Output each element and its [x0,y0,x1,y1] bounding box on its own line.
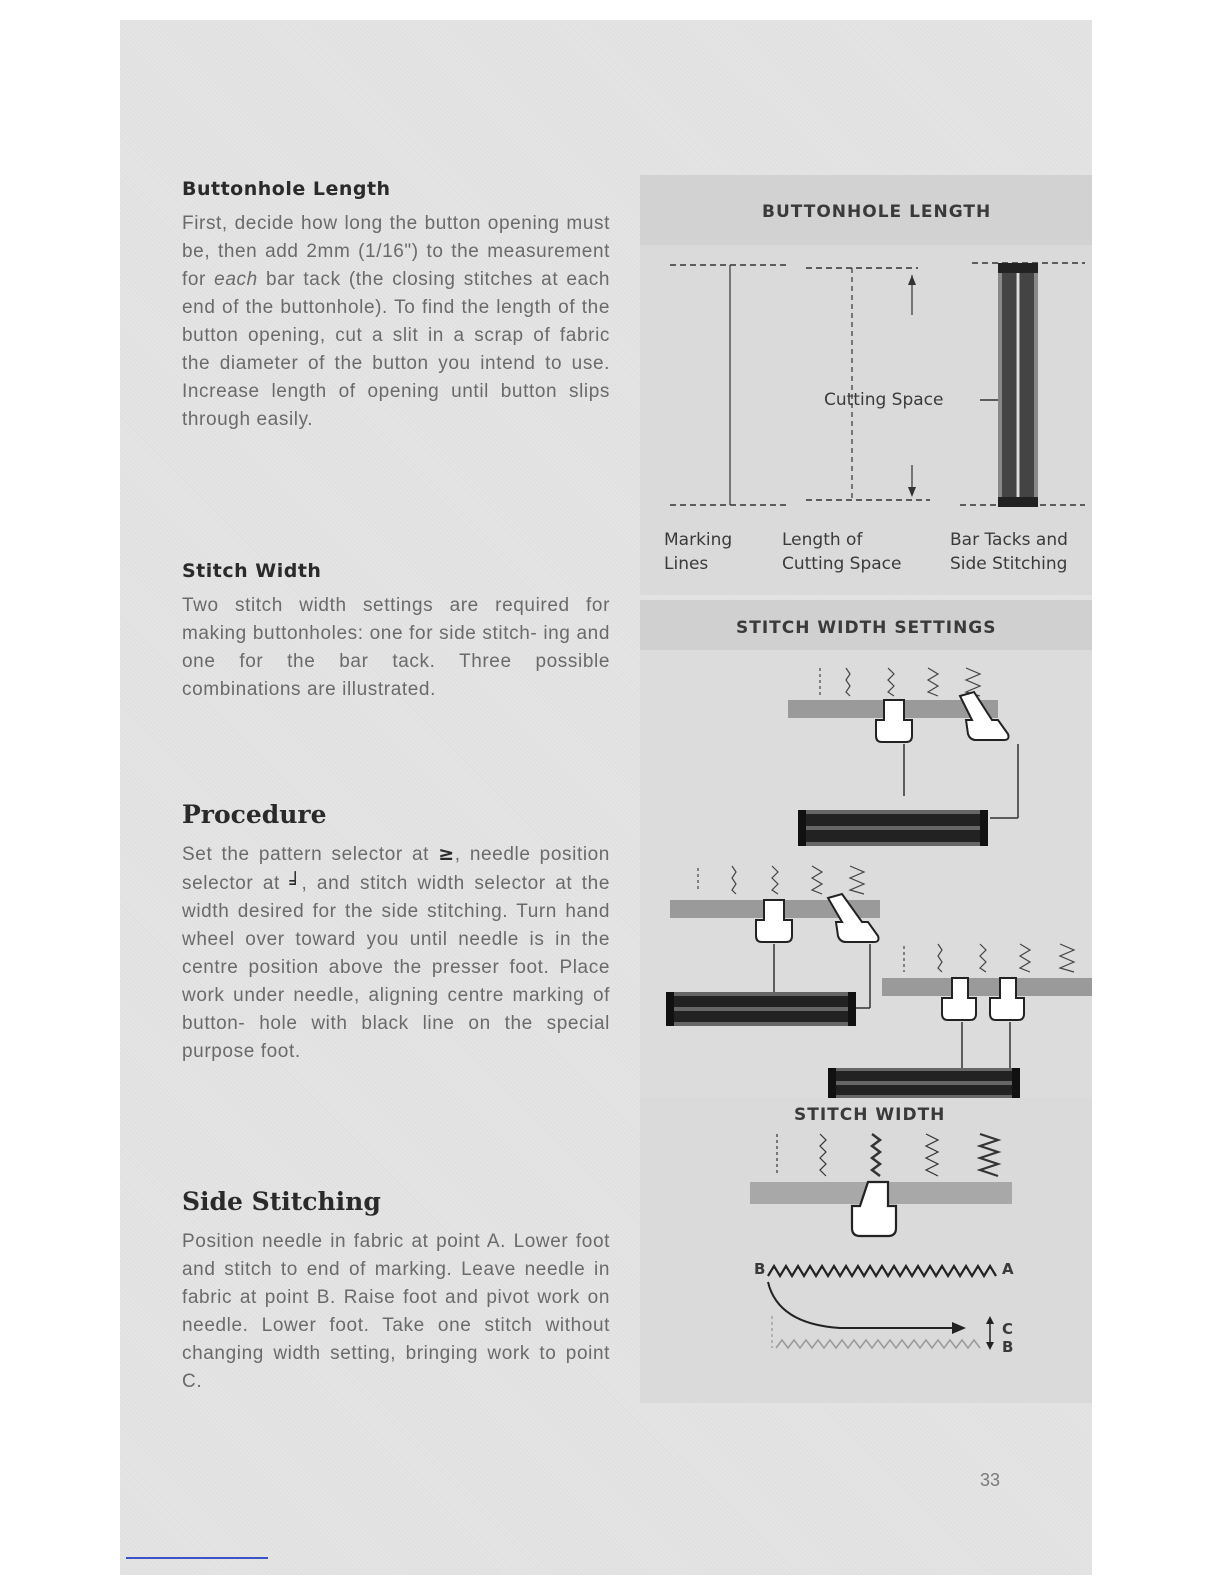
figure-title-buttonhole-length: BUTTONHOLE LENGTH [762,202,992,222]
buttonhole-length-title: Buttonhole Length [182,178,391,200]
label-lines: Lines [664,554,709,574]
label-cutting-space: Cutting Space [782,554,902,574]
point-b-label: B [754,1260,766,1278]
figure-title-stitch-width-settings: STITCH WIDTH SETTINGS [736,618,997,638]
point-a-label: A [1002,1260,1014,1278]
stitch-width-title: Stitch Width [182,560,322,582]
side-stitching-title: Side Stitching [182,1187,381,1216]
label-bar-tacks: Bar Tacks and [950,530,1068,550]
point-c-label: C [1002,1320,1014,1338]
point-b2-label: B [1002,1338,1014,1356]
cutting-space-label: Cutting Space [824,390,944,410]
procedure-title: Procedure [182,800,327,829]
figure-title-stitch-width: STITCH WIDTH [794,1105,946,1125]
text-column [120,20,640,1575]
stitch-width-settings-figure [640,600,1092,1100]
label-length-of: Length of [782,530,863,550]
bottom-rule [126,1557,268,1559]
figure-column [640,20,1092,1575]
buttonhole-length-figure [640,175,1092,595]
side-stitching-text: Position needle in fabric at point A. Lower foot and stitch to end of marking. Leave needle in fabric at point B. Raise foot and pivot work on needle. Lower foot. Take one stitch without changing width setting, bringing work to point C. [182,1231,610,1392]
procedure-text: Set the pattern selector at ≥, needle position selector at ╛, and stitch width selector at the width desired for the side stitching. Turn hand wheel over toward you until needle is in the centre position above the presser foot. Place work under needle, aligning centre marking of button- hole with black line on the special purpose foot. [182,843,610,1062]
zigzag-pattern-icon: ≥ [438,843,455,865]
needle-position-icon: ╛ [289,872,302,894]
manual-page [120,20,1092,1575]
buttonhole-length-text: First, decide how long the button opening must be, then add 2mm (1/16") to the measurement for each bar tack (the closing stitches at each end of the buttonhole). To find the length of the button opening, cut a slit in a scrap of fabric the diameter of the button you intend to use. Increase length of opening until button slips through easily. [182,213,610,430]
stitch-width-figure [640,1098,1092,1403]
stitch-width-text: Two stitch width settings are required for making buttonholes: one for side stitch- ing and one for the bar tack. Three possible combinations are illustrated. [182,595,610,700]
page-number: 33 [979,1470,1000,1490]
label-marking: Marking [664,530,733,550]
label-side-stitching: Side Stitching [950,554,1068,574]
